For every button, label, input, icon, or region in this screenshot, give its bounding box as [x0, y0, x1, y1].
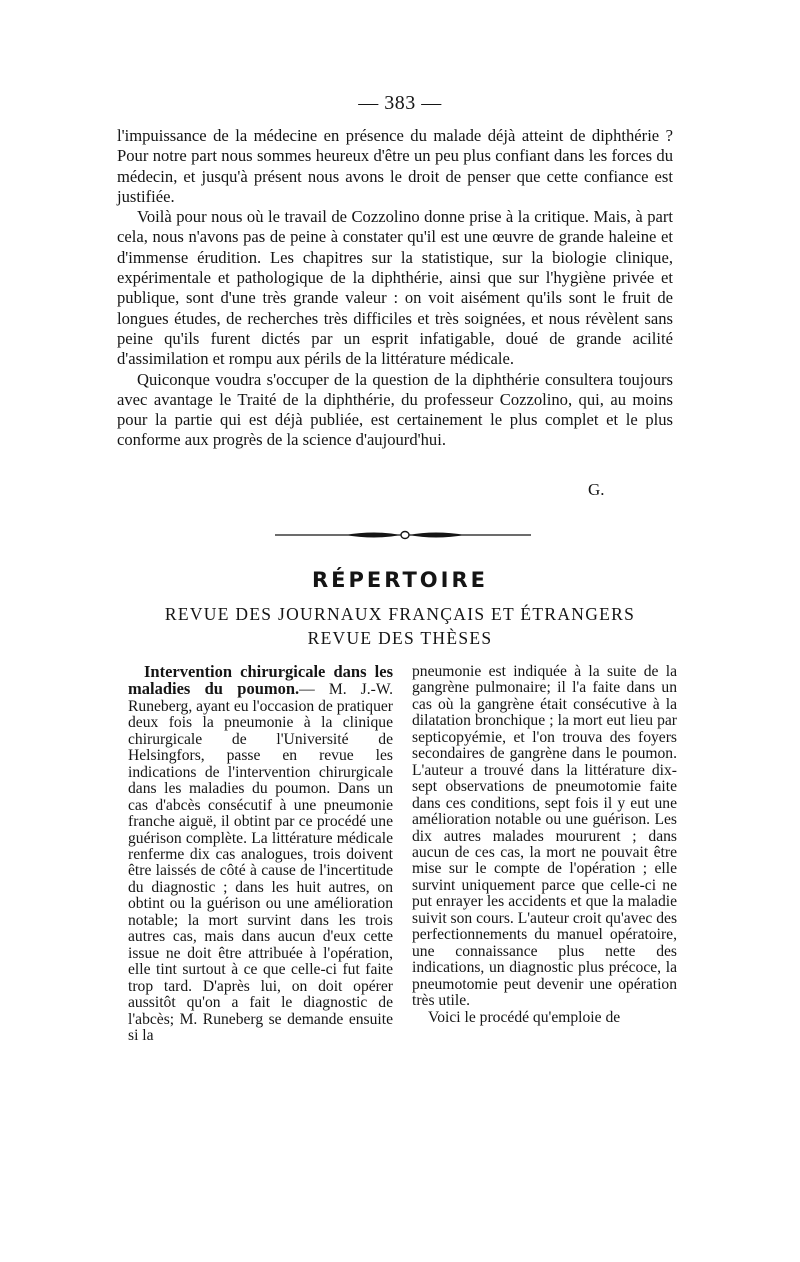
- left-column: [128, 664, 393, 1044]
- article-body: — M. J.-W. Runeberg, ayant eu l'occasion de pratiquer deux fois la pneumonie à la clinique chirurgicale de l'Université de Helsingfors, passe en revue les indications de l'intervention chirurgicale dans les maladies du poumon. Dans un cas d'abcès consécutif à une pneumonie franche aiguë, il obtint par ce procédé une guérison complète. La littérature médicale renferme dix cas analogues, trois doivent être laissés de côté à cause de l'incertitude du diagnostic ; dans les huit autres, on obtint ou la guérison ou une amélioration notable; la mort survint dans les trois autres cas, mais dans aucun d'eux cette issue ne doit être attribuée à l'opération, elle tint surtout à ce que celle-ci fut faite trop tard. D'après lui, on doit opérer aussitôt qu'on a fait le diagnostic de l'abcès; M. Runeberg se demande ensuite si la: [128, 681, 393, 1044]
- section-subtitle: REVUE DES JOURNAUX FRANÇAIS ET ÉTRANGERS: [164, 604, 636, 624]
- review-paragraph: l'impuissance de la médecine en présence du malade déjà atteint de diphthérie ? Pour notre part nous sommes heureux d'être un peu plus confiant dans les forces du médecin, et jusqu'à présent nous avons le droit de penser que cette confiance est justifiée.: [117, 126, 673, 206]
- review-paragraph: Voilà pour nous où le travail de Cozzolino donne prise à la critique. Mais, à part cela, nous n'avons pas de peine à constater qu'il est une œuvre de grande haleine et d'immense érudition. Les chapitres sur la statistique, sur la biologie clinique, expérimentale et pathologique de la diphthérie, ainsi que sur l'hygiène privée et publique, sont d'une très grande valeur : on voit aisément qu'ils sont le fruit de longues études, de recherches très difficiles et très soignées, et nous révèlent sans peine qu'ils furent dictés par un esprit infatigable, doué de grande acilité d'assimilation et rompu aux périls de la littérature médicale.: [117, 207, 673, 369]
- section-subtitle: REVUE DES THÈSES: [307, 628, 493, 648]
- right-column: [412, 664, 677, 1026]
- signature: G.: [588, 480, 605, 499]
- article-paragraph: [128, 664, 393, 1044]
- section-title: RÉPERTOIRE: [312, 568, 488, 592]
- review-paragraph: Quiconque voudra s'occuper de la question de la diphthérie consultera toujours avec avantage le Traité de la diphthérie, du professeur Cozzolino, qui, au moins pour la partie qui est déjà publiée, est certainement le plus complet et le plus conforme aux progrès de la science d'aujourd'hui.: [117, 369, 673, 450]
- article-paragraph: Voici le procédé qu'emploie de: [428, 1008, 621, 1026]
- page-number: — 383 —: [358, 92, 442, 114]
- article-paragraph: pneumonie est indiquée à la suite de la gangrène pulmonaire; il l'a faite dans un cas où la gangrène était consécutive à la dilatation bronchique ; la mort eut lieu par septicopyémie, et l'on trouva des foyers secondaires de gangrène dans le poumon. L'auteur a trouvé dans la littérature dix-sept observations de pneumotomie faite dans ces conditions, sept fois il y eut une amélioration notable ou une guérison. Les dix autres malades moururent ; dans aucun de ces cas, la mort ne pouvait être mise sur le compte de l'opération ; elle survint uniquement parce que celle-ci ne put enrayer les accidents et que la maladie suivit son cours. L'auteur croit qu'avec des perfectionnements du manuel opératoire, une connaissance plus nette des indications, un diagnostic plus précoce, la pneumotomie peut devenir une opération très utile.: [412, 663, 678, 1010]
- article-heading: Intervention chirurgicale dans les maladies du poumon.: [128, 662, 393, 699]
- review-text: [117, 126, 673, 451]
- section-subtitles: [0, 602, 800, 650]
- ornamental-divider: [275, 527, 531, 543]
